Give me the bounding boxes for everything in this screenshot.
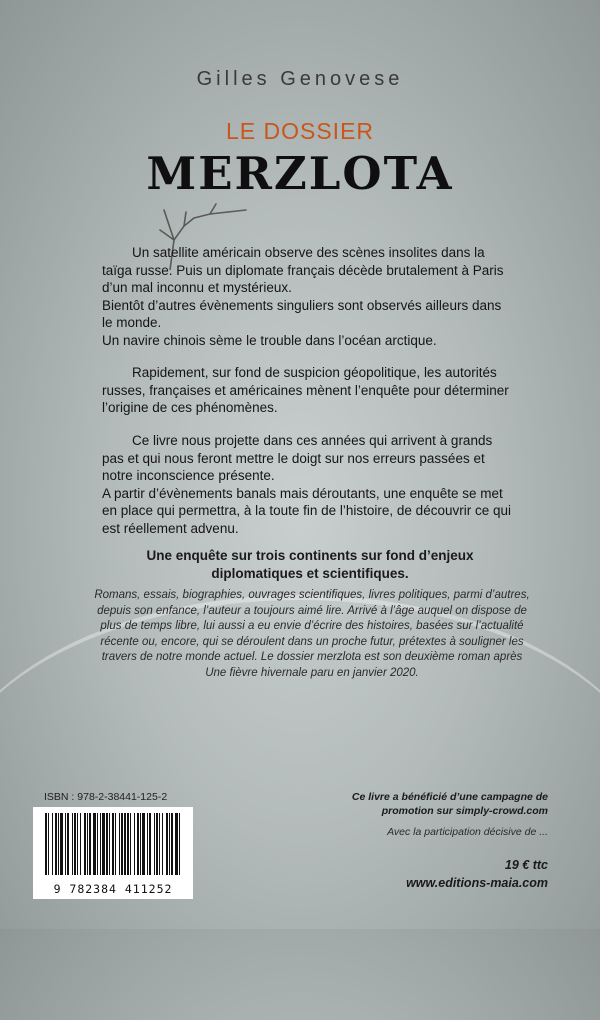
barcode-bar <box>142 813 145 875</box>
barcode-bar <box>74 813 76 875</box>
barcode-bar <box>97 813 98 875</box>
barcode-number: 9 782384 411252 <box>53 882 173 896</box>
barcode-bar <box>134 813 135 875</box>
campaign-note: Ce livre a bénéficié d’une campagne de promotion sur simply-crowd.com <box>351 791 548 817</box>
barcode-bar <box>100 813 101 875</box>
summary-paragraph: A partir d’évènements banals mais déroutants, une enquête se met en place qui permettra, à la toute fin de l’histoire, de découvrir ce qui est réellement advenu. <box>102 485 511 536</box>
barcode-bar <box>154 813 155 875</box>
barcode-bar <box>166 813 168 875</box>
author-bio: Romans, essais, biographies, ouvrages scientifiques, livres politiques, parmi d’autres, depuis son enfance, l’auteur a toujours aimé lire. Arrivé à l’âge auquel on dispose de plus de temps libre, lui aussi a eu envie d’écrire des histoires, basées sur l’actualité récente ou, encore, qui se déroulent dans un proche futur, prétextes à souligner les travers de notre monde actuel. Le dossier merzlota est son deuxième roman après Une fièvre hivernale paru en janvier 2020. <box>94 589 530 679</box>
summary-paragraph: Ce livre nous projette dans ces années qui arrivent à grands pas et qui nous feront mettre le doigt sur nos erreurs passées et notre inconscience présente. <box>102 433 493 483</box>
summary-block-2 <box>102 364 512 417</box>
barcode-bar <box>55 813 57 875</box>
barcode-bar <box>84 813 86 875</box>
barcode-bar <box>65 813 66 875</box>
barcode-bar <box>119 813 120 875</box>
barcode-bar <box>169 813 170 875</box>
barcode-bar <box>171 813 173 875</box>
barcode-bar <box>127 813 129 875</box>
tagline: Une enquête sur trois continents sur fond d’enjeux diplomatiques et scientifiques. <box>146 548 474 581</box>
barcode-bar <box>93 813 96 875</box>
summary-block-3 <box>102 432 512 537</box>
barcode <box>33 807 193 899</box>
barcode-bar <box>140 813 141 875</box>
barcode-bar <box>147 813 148 875</box>
barcode-bar <box>58 813 59 875</box>
summary-paragraph: Rapidement, sur fond de suspicion géopolitique, les autorités russes, françaises et américaines mènent l’enquête pour déterminer l’origine de ces phénomènes. <box>102 365 509 415</box>
barcode-bar <box>175 813 178 875</box>
barcode-bar <box>112 813 114 875</box>
barcode-bar <box>77 813 78 875</box>
book-title: MERZLOTA <box>146 147 454 200</box>
summary-paragraph: Un satellite américain observe des scènes insolites dans la taïga russe. Puis un diplomate français décède brutalement à Paris d’un mal inconnu et mystérieux. <box>102 245 504 295</box>
barcode-bar <box>80 813 81 875</box>
barcode-bar <box>72 813 73 875</box>
barcode-bar <box>130 813 131 875</box>
price: 19 € ttc <box>504 858 548 872</box>
barcode-bar <box>121 813 123 875</box>
title-line-1: LE DOSSIER <box>225 118 375 144</box>
barcode-bar <box>162 813 163 875</box>
author-name: Gilles Genovese <box>196 68 404 90</box>
barcode-bar <box>156 813 158 875</box>
barcode-bars <box>33 807 193 881</box>
barcode-bar <box>45 813 47 875</box>
barcode-bar <box>149 813 151 875</box>
barcode-bar <box>159 813 160 875</box>
barcode-bar <box>48 813 49 875</box>
summary-block-1 <box>102 244 512 349</box>
barcode-bar <box>60 813 63 875</box>
barcode-bar <box>106 813 108 875</box>
barcode-bar <box>87 813 88 875</box>
participation-note: Avec la participation décisive de ... <box>387 826 548 838</box>
publisher-website: www.editions-maia.com <box>406 876 548 890</box>
barcode-bar <box>52 813 53 875</box>
summary-paragraph: Un navire chinois sème le trouble dans l’océan arctique. <box>102 332 437 348</box>
barcode-bar <box>67 813 69 875</box>
barcode-bar <box>102 813 105 875</box>
isbn: ISBN : 978-2-38441-125-2 <box>44 791 168 803</box>
barcode-bar <box>115 813 116 875</box>
barcode-bar <box>137 813 139 875</box>
barcode-bar <box>124 813 126 875</box>
barcode-bar <box>109 813 110 875</box>
barcode-bar <box>179 813 180 875</box>
barcode-bar <box>89 813 91 875</box>
summary-paragraph: Bientôt d’autres évènements singuliers sont observés ailleurs dans le monde. <box>102 297 502 330</box>
